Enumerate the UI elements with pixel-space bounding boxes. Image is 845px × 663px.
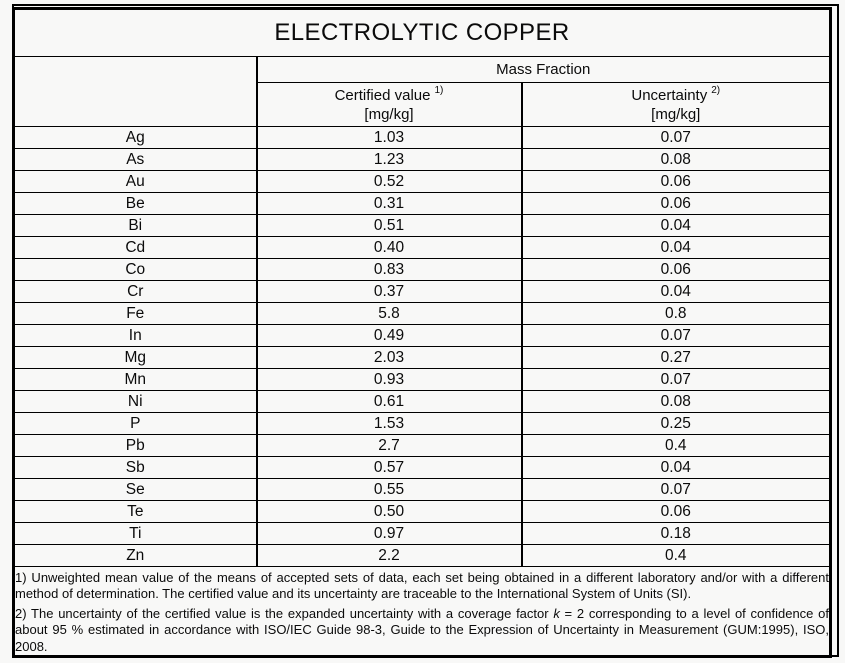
cell-certified-value: 0.31 bbox=[257, 193, 522, 215]
cell-certified-value: 0.40 bbox=[257, 237, 522, 259]
cell-element: In bbox=[14, 325, 257, 347]
footnote-ref-2: 2) bbox=[711, 84, 721, 96]
cell-element: Ag bbox=[14, 127, 257, 149]
cell-element: Ti bbox=[14, 523, 257, 545]
cell-element: Fe bbox=[14, 303, 257, 325]
footnote-1 bbox=[15, 570, 829, 603]
cell-element: Co bbox=[14, 259, 257, 281]
cell-element: Bi bbox=[14, 215, 257, 237]
footnotes-section bbox=[14, 567, 831, 657]
footnote-1-text: 1) Unweighted mean value of the means of accepted sets of data, each set being obtained in a different laboratory and/or with a different method of determination. The certified value and its uncertainty are traceable to the International System of Units (SI). bbox=[15, 570, 829, 602]
footnotes-row bbox=[14, 567, 831, 657]
cell-uncertainty: 0.07 bbox=[522, 479, 831, 501]
table-row bbox=[14, 347, 831, 369]
table-row bbox=[14, 523, 831, 545]
cell-element: P bbox=[14, 413, 257, 435]
table-row bbox=[14, 303, 831, 325]
cell-certified-value: 0.83 bbox=[257, 259, 522, 281]
cell-certified-value: 5.8 bbox=[257, 303, 522, 325]
cell-element: Be bbox=[14, 193, 257, 215]
cell-uncertainty: 0.06 bbox=[522, 501, 831, 523]
cell-element: Ni bbox=[14, 391, 257, 413]
cell-element: Cr bbox=[14, 281, 257, 303]
cell-certified-value: 0.51 bbox=[257, 215, 522, 237]
table-row bbox=[14, 215, 831, 237]
cell-element: Se bbox=[14, 479, 257, 501]
cell-uncertainty: 0.04 bbox=[522, 237, 831, 259]
cell-certified-value: 0.61 bbox=[257, 391, 522, 413]
cell-uncertainty: 0.18 bbox=[522, 523, 831, 545]
cell-uncertainty: 0.25 bbox=[522, 413, 831, 435]
cell-element: Zn bbox=[14, 545, 257, 567]
cell-uncertainty: 0.06 bbox=[522, 171, 831, 193]
certified-value-column-header bbox=[257, 83, 522, 127]
table-row bbox=[14, 237, 831, 259]
cell-uncertainty: 0.07 bbox=[522, 127, 831, 149]
table-row bbox=[14, 545, 831, 567]
cell-uncertainty: 0.04 bbox=[522, 215, 831, 237]
cell-element: Sb bbox=[14, 457, 257, 479]
footnote-ref-1: 1) bbox=[434, 84, 444, 96]
table-row bbox=[14, 457, 831, 479]
cell-certified-value: 0.50 bbox=[257, 501, 522, 523]
footnote-2-text-before: 2) The uncertainty of the certified value is the expanded uncertainty with a coverage factor bbox=[15, 605, 554, 621]
cell-uncertainty: 0.4 bbox=[522, 545, 831, 567]
certified-value-label: Certified value bbox=[334, 86, 431, 104]
cell-element: Mg bbox=[14, 347, 257, 369]
page-title: ELECTROLYTIC COPPER bbox=[14, 9, 831, 57]
cell-uncertainty: 0.8 bbox=[522, 303, 831, 325]
mass-fraction-header: Mass Fraction bbox=[257, 57, 831, 83]
table-row bbox=[14, 501, 831, 523]
uncertainty-label: Uncertainty bbox=[631, 86, 708, 104]
table-row bbox=[14, 127, 831, 149]
table-body bbox=[14, 127, 831, 567]
cell-element: Mn bbox=[14, 369, 257, 391]
cell-uncertainty: 0.04 bbox=[522, 457, 831, 479]
cell-element: Pb bbox=[14, 435, 257, 457]
footnote-2 bbox=[15, 606, 829, 655]
coverage-factor-symbol: k bbox=[553, 605, 560, 621]
table-row bbox=[14, 193, 831, 215]
cell-element: Au bbox=[14, 171, 257, 193]
table-row bbox=[14, 413, 831, 435]
element-column-header-empty bbox=[14, 57, 257, 127]
cell-certified-value: 2.2 bbox=[257, 545, 522, 567]
cell-uncertainty: 0.07 bbox=[522, 325, 831, 347]
cell-certified-value: 0.57 bbox=[257, 457, 522, 479]
cell-element: Te bbox=[14, 501, 257, 523]
uncertainty-column-header bbox=[522, 83, 831, 127]
certified-value-unit: [mg/kg] bbox=[364, 106, 414, 123]
cell-uncertainty: 0.06 bbox=[522, 193, 831, 215]
table-row bbox=[14, 171, 831, 193]
table-row bbox=[14, 479, 831, 501]
cell-certified-value: 0.93 bbox=[257, 369, 522, 391]
cell-certified-value: 2.7 bbox=[257, 435, 522, 457]
cell-uncertainty: 0.07 bbox=[522, 369, 831, 391]
cell-certified-value: 0.55 bbox=[257, 479, 522, 501]
cell-certified-value: 1.23 bbox=[257, 149, 522, 171]
cell-uncertainty: 0.04 bbox=[522, 281, 831, 303]
cell-certified-value: 0.97 bbox=[257, 523, 522, 545]
cell-certified-value: 1.53 bbox=[257, 413, 522, 435]
table-row bbox=[14, 391, 831, 413]
cell-uncertainty: 0.4 bbox=[522, 435, 831, 457]
table-row bbox=[14, 259, 831, 281]
table-header bbox=[14, 9, 831, 127]
cell-uncertainty: 0.06 bbox=[522, 259, 831, 281]
cell-uncertainty: 0.08 bbox=[522, 149, 831, 171]
group-header-row bbox=[14, 57, 831, 83]
table-row bbox=[14, 149, 831, 171]
cell-element: Cd bbox=[14, 237, 257, 259]
certified-values-table bbox=[12, 7, 832, 658]
table-row bbox=[14, 435, 831, 457]
cell-certified-value: 0.37 bbox=[257, 281, 522, 303]
table-row bbox=[14, 369, 831, 391]
table-row bbox=[14, 281, 831, 303]
cell-certified-value: 0.52 bbox=[257, 171, 522, 193]
cell-certified-value: 1.03 bbox=[257, 127, 522, 149]
uncertainty-unit: [mg/kg] bbox=[651, 106, 701, 123]
cell-uncertainty: 0.08 bbox=[522, 391, 831, 413]
table-footer bbox=[14, 567, 831, 657]
cell-element: As bbox=[14, 149, 257, 171]
table-row bbox=[14, 325, 831, 347]
cell-certified-value: 2.03 bbox=[257, 347, 522, 369]
cell-certified-value: 0.49 bbox=[257, 325, 522, 347]
footnote-2-text-after: = 2 corresponding to a level of confidence of about 95 % estimated in accordance with ISO/IEC Guide 98-3, Guide to the Expression of Uncertainty in Measurement (GUM:1995), ISO, 2008. bbox=[15, 605, 829, 654]
cell-uncertainty: 0.27 bbox=[522, 347, 831, 369]
title-row bbox=[14, 9, 831, 57]
